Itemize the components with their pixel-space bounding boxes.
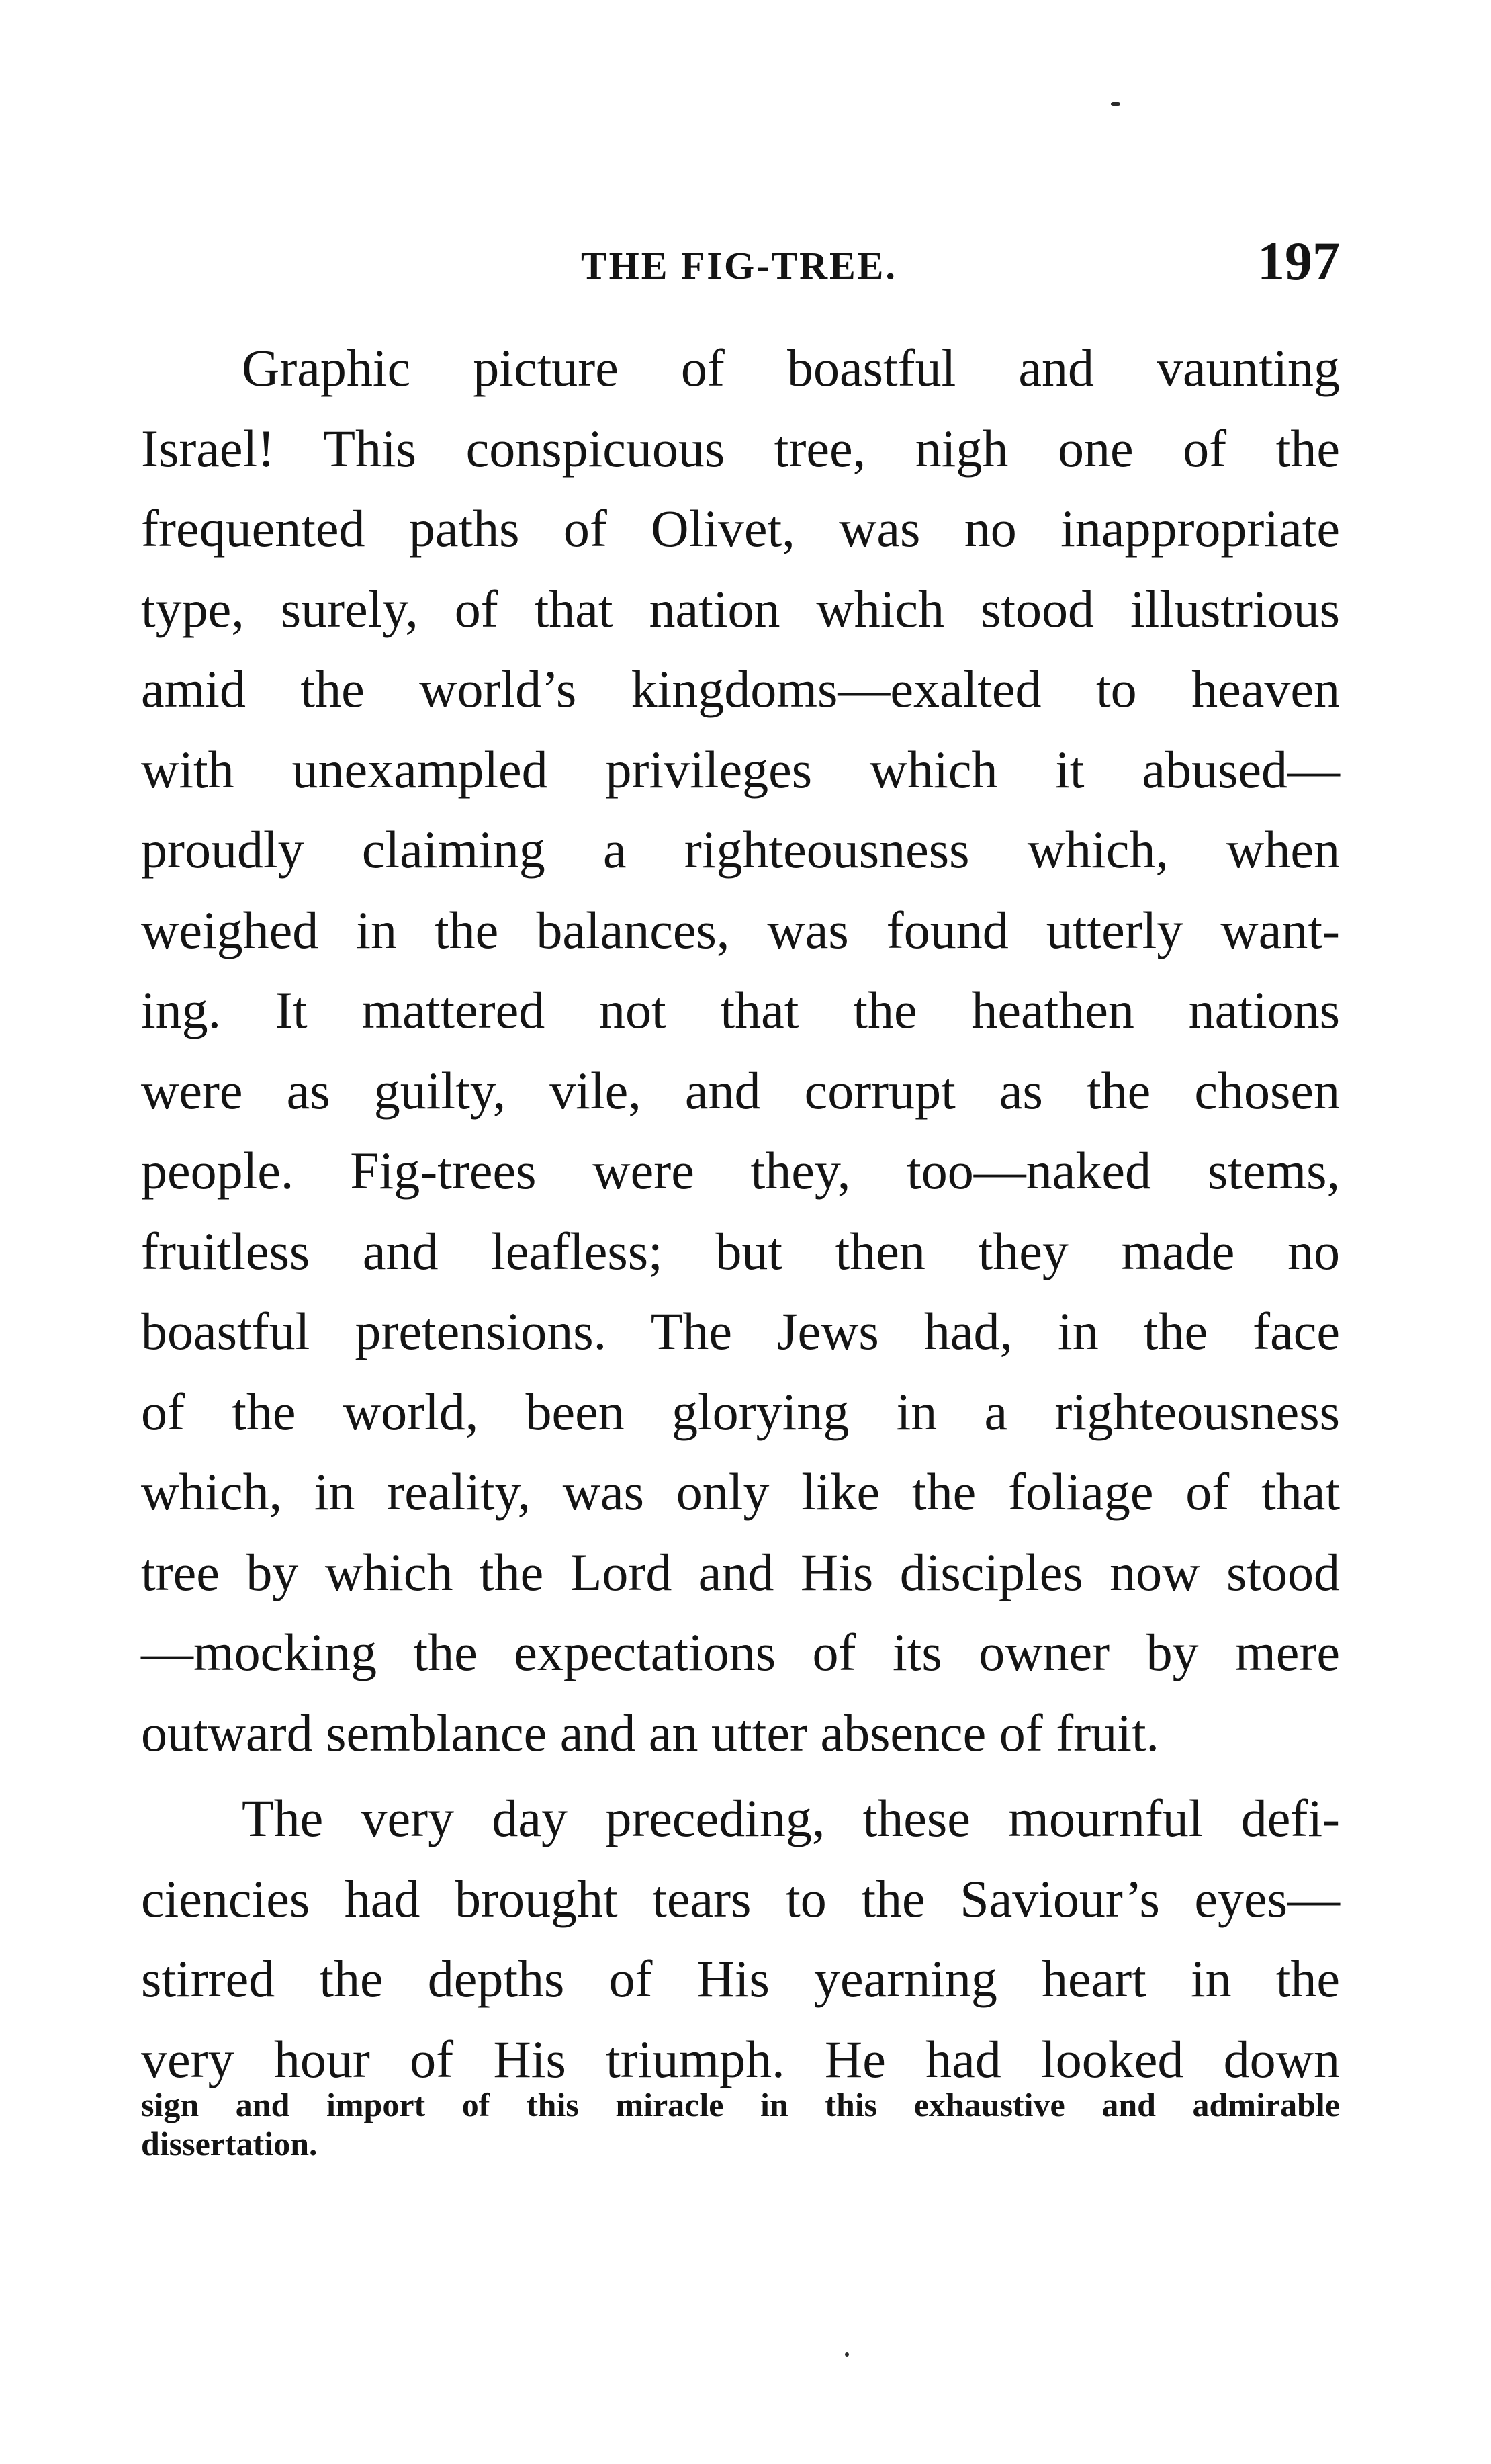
text-line: Israel! This conspicuous tree, nigh one of the	[141, 419, 1340, 478]
running-title: THE FIG-TREE.	[581, 244, 897, 288]
text-line: proudly claiming a righteousness which, when	[141, 820, 1340, 879]
body-text	[141, 328, 1340, 2099]
text-line: very hour of His triumph. He had looked down	[141, 2029, 1340, 2088]
text-line: tree by which the Lord and His disciples now stood	[141, 1542, 1340, 1601]
text-line: outward semblance and an utter absence of fruit.	[141, 1703, 1160, 1762]
paragraph-gap	[141, 1773, 1340, 1778]
text-line: stirred the depths of His yearning heart in the	[141, 1949, 1340, 2008]
text-line: Graphic picture of boastful and vaunting	[242, 339, 1340, 397]
text-line: type, surely, of that nation which stood illustrious	[141, 579, 1340, 638]
paragraph-1	[141, 328, 1340, 1773]
text-line: fruitless and leafless; but then they made no	[141, 1221, 1340, 1280]
print-speck-bottom	[845, 2352, 849, 2357]
page-number: 197	[1257, 230, 1340, 292]
text-line: —mocking the expectations of its owner by mere	[141, 1623, 1340, 1681]
footnote-line: dissertation.	[141, 2125, 318, 2162]
page-header	[141, 226, 1340, 293]
text-line: The very day preceding, these mournful defi-	[242, 1789, 1340, 1847]
print-speck-top	[1111, 102, 1120, 106]
text-line: amid the world’s kingdoms—exalted to heaven	[141, 660, 1340, 718]
text-line: of the world, been glorying in a righteousness	[141, 1382, 1340, 1441]
paragraph-2	[141, 1778, 1340, 2099]
footnote	[141, 2085, 1340, 2163]
text-line: weighed in the balances, was found utterly want-	[141, 900, 1340, 959]
text-line: with unexampled privileges which it abused—	[141, 740, 1340, 799]
text-line: boastful pretensions. The Jews had, in the face	[141, 1302, 1340, 1360]
text-line: were as guilty, vile, and corrupt as the chosen	[141, 1061, 1340, 1120]
text-line: ing. It mattered not that the heathen nations	[141, 981, 1340, 1039]
text-line: people. Fig-trees were they, too—naked stems,	[141, 1141, 1340, 1200]
text-line: frequented paths of Olivet, was no inappropriate	[141, 499, 1340, 558]
text-line: which, in reality, was only like the foliage of that	[141, 1462, 1340, 1521]
text-line: ciencies had brought tears to the Saviour’s eyes—	[141, 1869, 1340, 1928]
footnote-line: sign and import of this miracle in this exhaustive and admirable	[141, 2086, 1340, 2123]
